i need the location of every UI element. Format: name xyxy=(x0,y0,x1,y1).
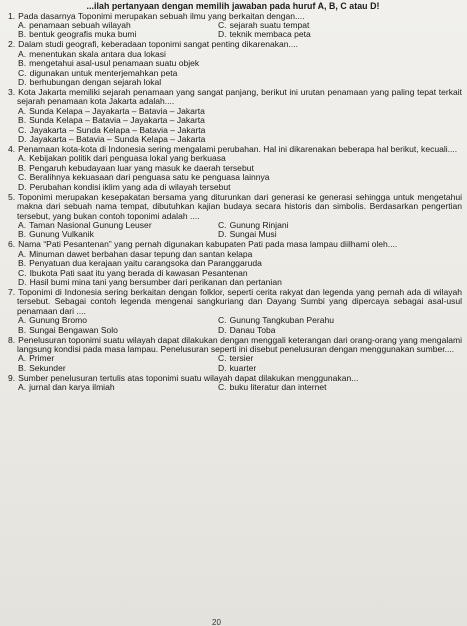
option-a[interactable] xyxy=(18,21,218,30)
question-text xyxy=(4,145,462,154)
answer-options xyxy=(4,250,462,288)
option-text: Gunung Bromo xyxy=(29,316,88,326)
question-number: 3. xyxy=(8,87,16,98)
option-d[interactable] xyxy=(218,326,467,335)
option-text: Danau Toba xyxy=(229,325,276,335)
option-text: Sekunder xyxy=(29,363,66,373)
option-label: A. xyxy=(18,383,27,393)
option-b[interactable] xyxy=(18,259,462,268)
option-text: jurnal dan karya ilmiah xyxy=(29,383,115,393)
option-text: tersier xyxy=(229,354,254,364)
option-label: B. xyxy=(18,59,27,69)
option-b[interactable] xyxy=(18,164,462,173)
option-text: Taman Nasional Gunung Leuser xyxy=(29,220,152,230)
option-text: Pengaruh kebudayaan luar yang masuk ke daerah tersebut xyxy=(29,163,254,173)
option-label: B. xyxy=(18,163,27,173)
question-body: Toponimi di Indonesia sering berkaitan dengan folklor, seperti cerita rakyat dan legenda yang pernah ada di wilayah tersebut. Sebagai contoh legenda mengenai sangkuriang dan Dayang Sumbi yang dipercaya sebagai asal-usul penamaan dari .... xyxy=(17,286,462,316)
option-text: Gunung Rinjani xyxy=(229,220,289,230)
option-label: B. xyxy=(18,30,27,40)
option-label: D. xyxy=(218,325,227,335)
option-label: D. xyxy=(218,230,227,240)
option-d[interactable] xyxy=(18,278,462,287)
option-label: A. xyxy=(18,249,27,259)
question-text xyxy=(4,374,462,383)
option-c[interactable] xyxy=(218,383,467,392)
option-a[interactable] xyxy=(18,250,462,259)
question-text xyxy=(4,240,462,249)
question-text xyxy=(4,12,462,21)
question-text xyxy=(4,193,462,221)
option-label: B. xyxy=(18,325,27,335)
question-number: 7. xyxy=(8,286,16,297)
question-text xyxy=(4,88,462,107)
option-d[interactable] xyxy=(218,364,467,373)
question-9 xyxy=(4,374,462,393)
option-text: buku literatur dan internet xyxy=(229,383,327,393)
option-text: menentukan skala antara dua lokasi xyxy=(29,49,166,59)
option-label: A. xyxy=(18,49,27,59)
page-number: 20 xyxy=(212,618,221,626)
question-text xyxy=(4,40,462,49)
question-6 xyxy=(4,240,462,287)
option-text: bentuk geografis muka bumi xyxy=(29,30,137,40)
option-label: D. xyxy=(18,78,27,88)
option-label: C. xyxy=(218,354,227,364)
option-d[interactable] xyxy=(218,230,467,239)
option-text: Minuman dawet berbahan dasar tepung dan santan kelapa xyxy=(29,249,253,259)
answer-options xyxy=(4,354,462,373)
option-label: D. xyxy=(18,277,27,287)
option-b[interactable] xyxy=(18,326,218,335)
option-c[interactable] xyxy=(218,221,467,230)
option-c[interactable] xyxy=(218,21,467,30)
option-text: Perubahan kondisi iklim yang ada di wilayah tersebut xyxy=(29,182,231,192)
option-b[interactable] xyxy=(18,230,218,239)
option-d[interactable] xyxy=(18,78,462,87)
option-c[interactable] xyxy=(18,173,462,182)
option-label: B. xyxy=(18,230,27,240)
option-text: Gunung Tangkuban Perahu xyxy=(229,316,334,326)
option-label: C. xyxy=(218,220,227,230)
option-text: kuarter xyxy=(229,363,257,373)
option-c[interactable] xyxy=(18,269,462,278)
option-text: Sunda Kelapa – Jayakarta – Batavia – Jakarta xyxy=(29,106,205,116)
option-a[interactable] xyxy=(18,107,462,116)
answer-options xyxy=(4,21,462,40)
option-text: Sunda Kelapa – Batavia – Jayakarta – Jakarta xyxy=(29,116,205,126)
option-d[interactable] xyxy=(18,135,462,144)
question-3 xyxy=(4,88,462,144)
answer-options xyxy=(4,50,462,88)
answer-options xyxy=(4,383,462,392)
option-c[interactable] xyxy=(218,316,467,325)
option-b[interactable] xyxy=(18,59,462,68)
option-label: A. xyxy=(18,220,27,230)
option-text: teknik membaca peta xyxy=(229,30,311,40)
question-body: Nama “Pati Pesantenan” yang pernah digunakan kabupaten Pati pada masa lampau diilhami oleh.... xyxy=(18,239,398,250)
option-label: C. xyxy=(218,383,227,393)
question-8 xyxy=(4,336,462,374)
question-text xyxy=(4,288,462,316)
option-label: C. xyxy=(218,21,227,30)
question-4 xyxy=(4,145,462,192)
option-b[interactable] xyxy=(18,30,218,39)
option-label: A. xyxy=(18,21,27,30)
question-2 xyxy=(4,40,462,87)
option-a[interactable] xyxy=(18,50,462,59)
option-d[interactable] xyxy=(218,30,467,39)
option-text: Sungai Musi xyxy=(229,230,277,240)
option-text: Penyatuan dua kerajaan yaitu carangsoka dan Paranggaruda xyxy=(29,259,262,269)
question-number: 5. xyxy=(8,191,16,202)
option-text: mengetahui asal-usul penamaan suatu objek xyxy=(29,59,200,69)
question-7 xyxy=(4,288,462,335)
option-label: D. xyxy=(18,182,27,192)
question-text xyxy=(4,336,462,355)
option-a[interactable] xyxy=(18,383,218,392)
question-number: 1. xyxy=(8,10,16,21)
option-label: C. xyxy=(18,173,27,183)
option-a[interactable] xyxy=(18,221,218,230)
option-label: A. xyxy=(18,354,27,364)
option-c[interactable] xyxy=(18,126,462,135)
option-label: B. xyxy=(18,259,27,269)
question-body: Penelusuran toponimi suatu wilayah dapat dilakukan dengan menggali keterangan dari orang-orang yang mengalami langsung kondisi pada masa lampau. Penelusuran seperti ini disebut penelusuran dengan menggunakan sumber.... xyxy=(17,334,462,354)
option-label: B. xyxy=(18,116,27,126)
option-d[interactable] xyxy=(18,183,462,192)
option-text: Jayakarta – Batavia – Sunda Kelapa – Jakarta xyxy=(29,135,206,145)
question-number: 6. xyxy=(8,239,16,250)
option-text: Beralihnya kekuasaan dari penguasa satu ke penguasa lainnya xyxy=(29,173,270,183)
option-text: digunakan untuk menterjemahkan peta xyxy=(29,68,178,78)
option-text: berhubungan dengan sejarah lokal xyxy=(29,78,162,88)
answer-options xyxy=(4,154,462,192)
question-body: Sumber penelusuran tertulis atas toponimi suatu wilayah dapat dilakukan menggunakan... xyxy=(18,372,359,383)
question-5 xyxy=(4,193,462,240)
option-text: Kebijakan politik dari penguasa lokal yang berkuasa xyxy=(29,154,226,164)
answer-options xyxy=(4,221,462,240)
option-label: D. xyxy=(218,363,227,373)
question-body: Kota Jakarta memiliki sejarah penamaan yang sangat panjang, berikut ini urutan penamaan yang paling tepat terkait sejarah penamaan kota Jakarta adalah.... xyxy=(17,87,462,107)
option-label: D. xyxy=(18,135,27,145)
option-label: B. xyxy=(18,363,27,373)
option-c[interactable] xyxy=(18,69,462,78)
option-label: D. xyxy=(218,30,227,40)
option-label: A. xyxy=(18,316,27,326)
question-1 xyxy=(4,12,462,40)
question-number: 4. xyxy=(8,144,16,155)
option-b[interactable] xyxy=(18,116,462,125)
option-label: C. xyxy=(18,68,27,78)
worksheet-content xyxy=(4,1,462,393)
option-label: C. xyxy=(18,125,27,135)
option-a[interactable] xyxy=(18,354,218,363)
question-body: Toponimi merupakan kesepakatan bersama yang diturunkan dari generasi ke generasi sehingga untuk mengetahui makna dari sebuah nama tempat, dibutuhkan kajian budaya secara historis dan simbolis. Berdasarkan pengertian tersebut, yang bukan contoh toponimi adalah .... xyxy=(17,191,462,221)
option-text: sejarah suatu tempat xyxy=(229,21,310,30)
option-text: Sungai Bengawan Solo xyxy=(29,325,118,335)
option-text: Jayakarta – Sunda Kelapa – Batavia – Jakarta xyxy=(29,125,206,135)
option-text: Hasil bumi mina tani yang bersumber dari perikanan dan pertanian xyxy=(29,277,282,287)
option-text: Primer xyxy=(29,354,55,364)
instruction-text: ...ilah pertanyaan dengan memilih jawaban pada huruf A, B, C atau D! xyxy=(86,1,380,11)
question-body: Penamaan kota-kota di Indonesia sering mengalami perubahan. Hal ini dikarenakan beberapa hal berikut, kecuali.... xyxy=(18,144,458,155)
option-text: penamaan sebuah wilayah xyxy=(29,21,131,30)
answer-options xyxy=(4,316,462,335)
option-label: A. xyxy=(18,154,27,164)
option-label: A. xyxy=(18,106,27,116)
question-body: Dalam studi geografi, keberadaan toponimi sangat penting dikarenakan.... xyxy=(18,39,298,50)
question-body: Pada dasarnya Toponimi merupakan sebuah ilmu yang berkaitan dengan.... xyxy=(18,10,305,21)
question-number: 9. xyxy=(8,372,16,383)
option-b[interactable] xyxy=(18,364,218,373)
answer-options xyxy=(4,107,462,145)
option-label: C. xyxy=(18,268,27,278)
option-text: Gunung Vulkanik xyxy=(29,230,94,240)
option-a[interactable] xyxy=(18,316,218,325)
option-c[interactable] xyxy=(218,354,467,363)
option-text: Ibukota Pati saat itu yang berada di kawasan Pesantenan xyxy=(29,268,248,278)
question-number: 2. xyxy=(8,39,16,50)
option-a[interactable] xyxy=(18,154,462,163)
option-label: C. xyxy=(218,316,227,326)
question-number: 8. xyxy=(8,334,16,345)
